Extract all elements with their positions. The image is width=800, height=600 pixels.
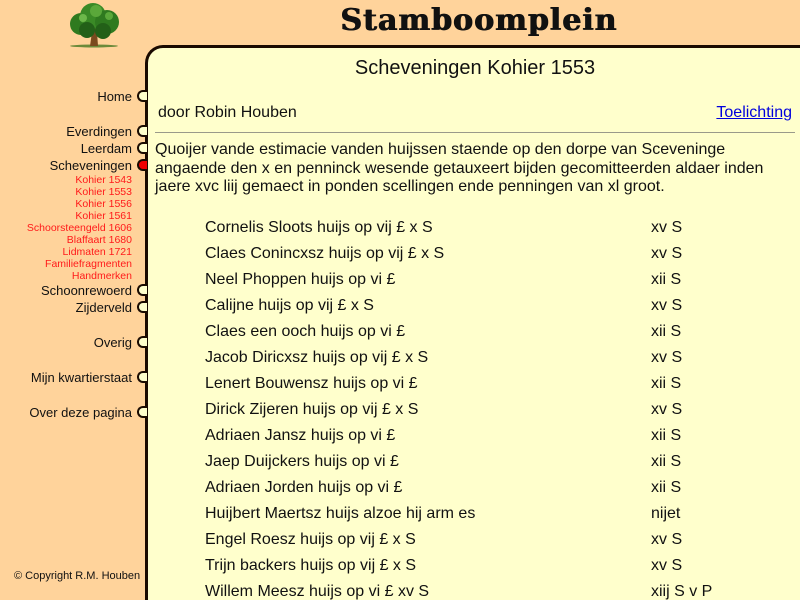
entry-name: Lenert Bouwensz huijs op vi £ [205, 375, 418, 392]
list-item [205, 451, 785, 477]
sidebar-item-mijn-kwartierstaat[interactable]: Mijn kwartierstaat [30, 370, 132, 385]
kohier-entries-list [205, 217, 785, 600]
list-item [205, 581, 785, 600]
entry-value: xii S [651, 479, 682, 496]
divider [155, 132, 795, 133]
sidebar-subitem-schoorsteengeld-1606[interactable]: Schoorsteengeld 1606 [26, 222, 132, 234]
entry-value: xii S [651, 453, 682, 470]
sidebar-subitem-familiefragmenten[interactable]: Familiefragmenten [45, 258, 132, 270]
copyright-notice: © Copyright R.M. Houben [14, 570, 141, 582]
sidebar-item-overig[interactable]: Overig [93, 335, 132, 350]
entry-name: Jaep Duijckers huijs op vi £ [205, 453, 399, 470]
author-line: door Robin Houben [158, 104, 297, 121]
entry-value: nijet [651, 505, 681, 522]
entry-name: Calijne huijs op vij £ x S [205, 297, 374, 314]
entry-name: Willem Meesz huijs op vi £ xv S [205, 583, 430, 600]
list-item [205, 399, 785, 425]
entry-name: Claes een ooch huijs op vi £ [205, 323, 406, 340]
sidebar-item-leerdam[interactable]: Leerdam [80, 141, 132, 156]
list-item [205, 503, 785, 529]
entry-name: Huijbert Maertsz huijs alzoe hij arm es [205, 505, 476, 522]
list-item [205, 243, 785, 269]
entry-name: Dirick Zijeren huijs op vij £ x S [205, 401, 419, 418]
sidebar-subitem-kohier-1561[interactable]: Kohier 1561 [75, 210, 132, 222]
entry-name: Claes Conincxsz huijs op vij £ x S [205, 245, 445, 262]
entry-name: Adriaen Jansz huijs op vi £ [205, 427, 396, 444]
entry-name: Trijn backers huijs op vij £ x S [205, 557, 417, 574]
entry-value: xv S [651, 557, 683, 574]
entry-value: xii S [651, 375, 682, 392]
entry-value: xii S [651, 323, 682, 340]
entry-value: xii S [651, 271, 682, 288]
entry-value: xv S [651, 219, 683, 236]
sidebar-subitem-handmerken[interactable]: Handmerken [71, 270, 132, 282]
list-item [205, 269, 785, 295]
entry-value: xv S [651, 245, 683, 262]
entry-value: xii S [651, 427, 682, 444]
sidebar-item-scheveningen[interactable]: Scheveningen [49, 158, 132, 173]
sidebar-subitem-kohier-1543[interactable]: Kohier 1543 [75, 174, 132, 186]
sidebar-item-zijderveld[interactable]: Zijderveld [75, 300, 132, 315]
sidebar-item-home[interactable]: Home [97, 89, 132, 104]
entry-value: xv S [651, 401, 683, 418]
sidebar-subitem-lidmaten-1721[interactable]: Lidmaten 1721 [62, 246, 132, 258]
list-item [205, 477, 785, 503]
list-item [205, 295, 785, 321]
list-item [205, 347, 785, 373]
sidebar-item-over-deze-pagina[interactable]: Over deze pagina [29, 405, 132, 420]
toelichting-link[interactable]: Toelichting [716, 104, 792, 121]
entry-name: Adriaen Jorden huijs op vi £ [205, 479, 403, 496]
sidebar-subitem-blaffaart-1680[interactable]: Blaffaart 1680 [66, 234, 132, 246]
intro-paragraph: Quoijer vande estimacie vanden huijssen staende op den dorpe van Sceveninge angaende den x en penninck wesende getauxeert bijden gecomitteerden aldaer inden jaere xvc liij gemaect in ponden scellingen ende penningen van xl groot. [155, 141, 764, 195]
sidebar-subitem-kohier-1556[interactable]: Kohier 1556 [75, 198, 132, 210]
entry-name: Engel Roesz huijs op vij £ x S [205, 531, 416, 548]
entry-value: xiij S v P [651, 583, 713, 600]
site-title[interactable]: Stamboomplein [340, 3, 618, 38]
list-item [205, 321, 785, 347]
sidebar-nav [0, 0, 146, 600]
list-item [205, 555, 785, 581]
entry-value: xv S [651, 349, 683, 366]
entry-value: xv S [651, 531, 683, 548]
list-item [205, 529, 785, 555]
entry-name: Neel Phoppen huijs op vi £ [205, 271, 396, 288]
list-item [205, 425, 785, 451]
entry-name: Jacob Diricxsz huijs op vij £ x S [205, 349, 429, 366]
list-item [205, 217, 785, 243]
entry-value: xv S [651, 297, 683, 314]
sidebar-item-schoonrewoerd[interactable]: Schoonrewoerd [40, 283, 132, 298]
page-title: Scheveningen Kohier 1553 [354, 57, 596, 79]
list-item [205, 373, 785, 399]
sidebar-item-everdingen[interactable]: Everdingen [66, 124, 132, 139]
entry-name: Cornelis Sloots huijs op vij £ x S [205, 219, 433, 236]
sidebar-subitem-kohier-1553[interactable]: Kohier 1553 [75, 186, 132, 198]
